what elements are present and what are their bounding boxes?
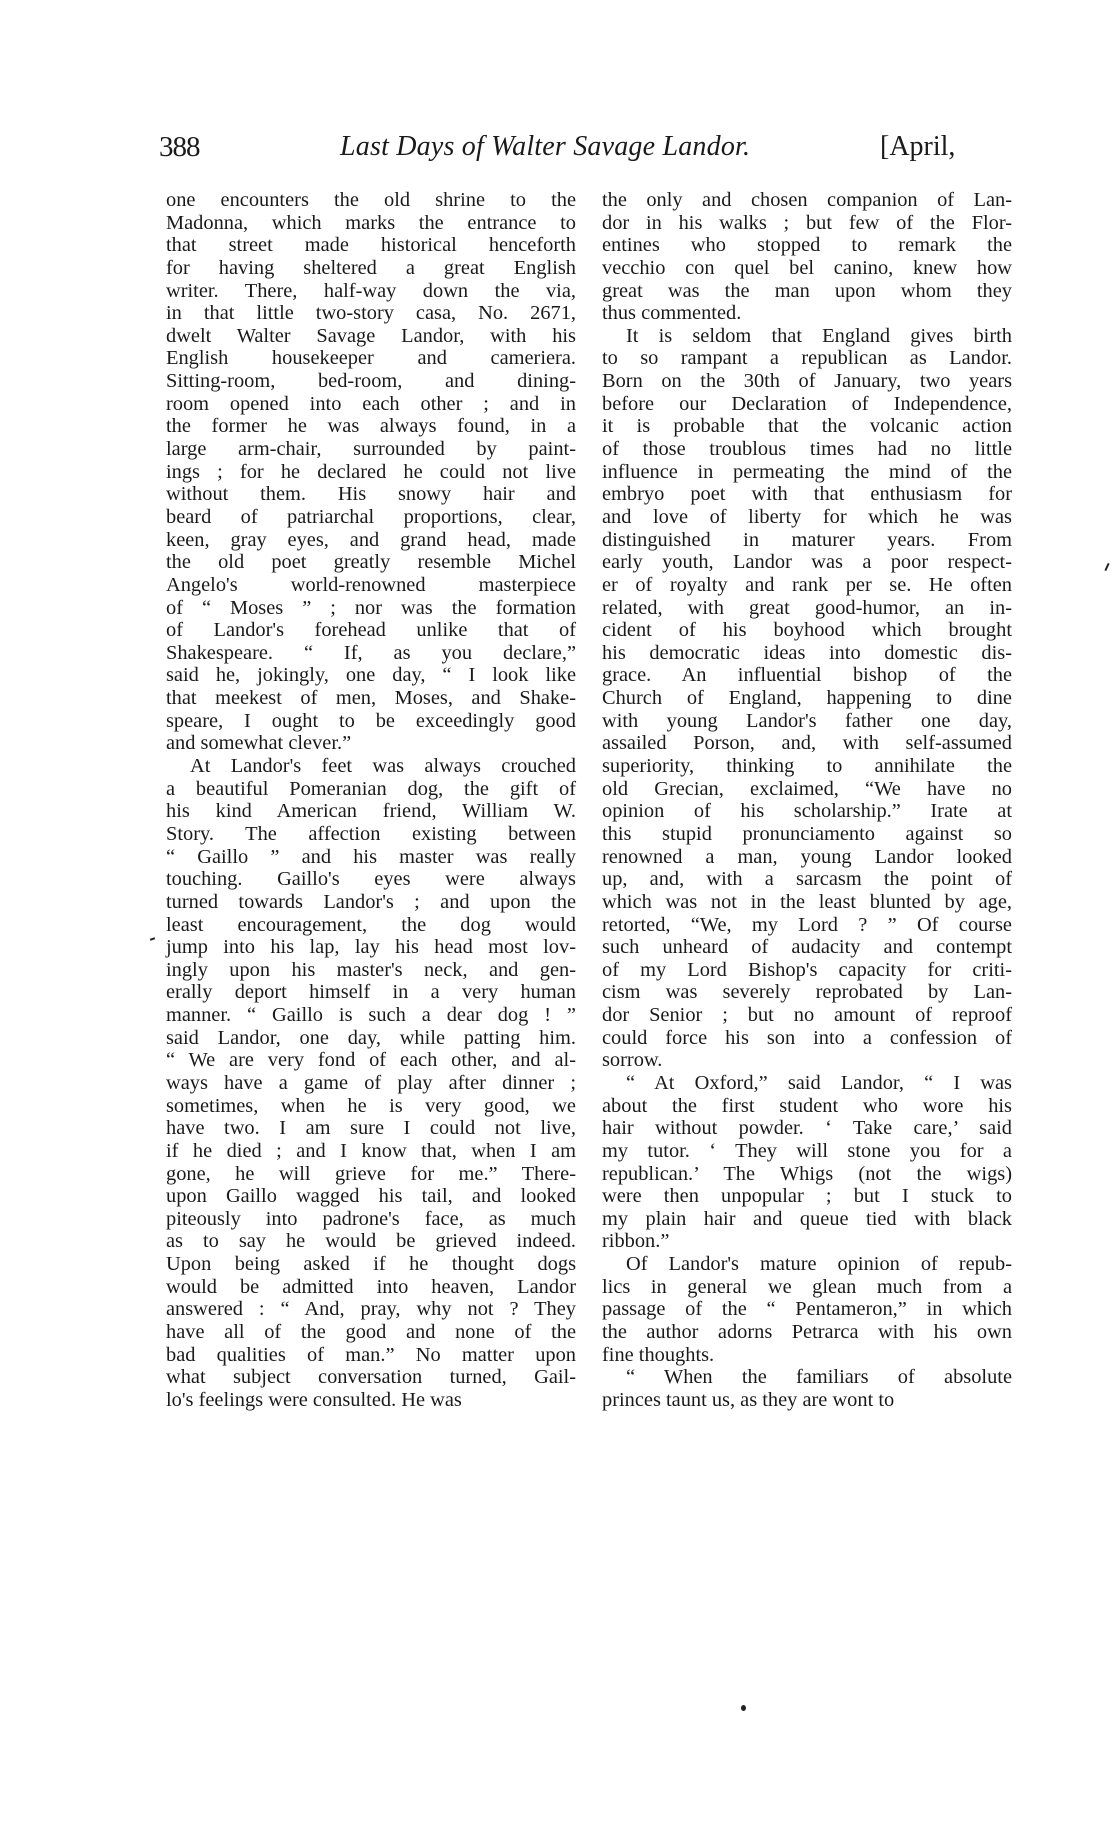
text-line: for having sheltered a great English [166,256,576,279]
text-line: it is probable that the volcanic action [602,415,1012,438]
text-line: jump into his lap, lay his head most lov- [166,936,576,959]
text-line: have all of the good and none of the [166,1321,576,1344]
text-line: keen, gray eyes, and grand head, made [166,528,576,551]
text-line: old Grecian, exclaimed, “We have no [602,777,1012,800]
text-line: before our Declaration of Independence, [602,392,1012,415]
text-line: assailed Porson, and, with self-assumed [602,732,1012,755]
text-line: which was not in the least blunted by age, [602,890,1012,913]
ink-speck [741,1705,746,1711]
text-line: large arm-chair, surrounded by paint- [166,438,576,461]
running-header [0,131,1120,171]
text-line: to so rampant a republican as Landor. [602,347,1012,370]
text-line: said Landor, one day, while patting him. [166,1026,576,1049]
text-line: Church of England, happening to dine [602,687,1012,710]
text-line: his democratic ideas into domestic dis- [602,641,1012,664]
text-line: my tutor. ‘ They will stone you for a [602,1139,1012,1162]
text-line: erally deport himself in a very human [166,981,576,1004]
text-line: princes taunt us, as they are wont to [602,1388,895,1411]
text-line: the only and chosen companion of Lan- [602,189,1012,211]
text-line: ings ; for he declared he could not live [166,460,576,483]
text-line: up, and, with a sarcasm the point of [602,868,1012,891]
text-line: gone, he will grieve for me.” There- [166,1162,576,1185]
text-line: entines who stopped to remark the [602,234,1012,257]
text-line: that street made historical henceforth [166,234,576,257]
text-line: that meekest of men, Moses, and Shake- [166,687,576,710]
text-line: “ Gaillo ” and his master was really [166,845,576,868]
text-line: retorted, “We, my Lord ? ” Of course [602,913,1012,936]
text-line: the former he was always found, in a [166,415,576,438]
text-line: would be admitted into heaven, Landor [166,1275,576,1298]
text-line: a beautiful Pomeranian dog, the gift of [166,777,576,800]
text-line: were then unpopular ; but I stuck to [602,1185,1012,1208]
text-line: in that little two-story casa, No. 2671, [166,302,576,325]
text-line: beard of patriarchal proportions, clear, [166,505,576,528]
text-line: fine thoughts. [602,1343,715,1366]
text-line: one encounters the old shrine to the [166,189,576,211]
text-line: what subject conversation turned, Gail- [166,1366,576,1389]
text-line: distinguished in maturer years. From [602,528,1012,551]
text-line: related, with great good-humor, an in- [602,596,1012,619]
text-line: lo's feelings were consulted. He was [166,1388,462,1411]
text-line: writer. There, half-way down the via, [166,279,576,302]
text-line: manner. “ Gaillo is such a dear dog ! ” [166,1004,576,1027]
text-line: Story. The affection existing between [166,822,576,845]
running-date: [April, [880,131,956,162]
text-line: piteously into padrone's face, as much [166,1207,576,1230]
text-line: Madonna, which marks the entrance to [166,211,576,234]
text-line: ribbon.” [602,1230,670,1253]
text-line: ingly upon his master's neck, and gen- [166,958,576,981]
text-line: renowned a man, young Landor looked [602,845,1012,868]
text-line: sorrow. [602,1049,663,1072]
text-line: and love of liberty for which he was [602,505,1012,528]
text-line: with young Landor's father one day, [602,709,1012,732]
text-line: Upon being asked if he thought dogs [166,1253,576,1276]
ink-speck [150,937,155,941]
text-line: hair without powder. ‘ Take care,’ said [602,1117,1012,1140]
text-line: my plain hair and queue tied with black [602,1207,1012,1230]
text-line: It is seldom that England gives birth [626,324,1012,347]
left-column [166,189,576,1412]
text-line: lics in general we glean much from a [602,1275,1012,1298]
text-line: cident of his boyhood which brought [602,619,1012,642]
text-line: upon Gaillo wagged his tail, and looked [166,1185,576,1208]
text-line: answered : “ And, pray, why not ? They [166,1298,576,1321]
text-line: Of Landor's mature opinion of repub- [626,1253,1012,1276]
text-line: if he died ; and I know that, when I am [166,1139,576,1162]
text-line: thus commented. [602,302,742,325]
text-line: Shakespeare. “ If, as you declare,” [166,641,576,664]
text-line: such unheard of audacity and contempt [602,936,1012,959]
text-line: could force his son into a confession of [602,1026,1012,1049]
text-line: grace. An influential bishop of the [602,664,1012,687]
text-line: of Landor's forehead unlike that of [166,619,576,642]
text-line: of my Lord Bishop's capacity for criti- [602,958,1012,981]
text-line: speare, I ought to be exceedingly good [166,709,576,732]
text-line: have two. I am sure I could not live, [166,1117,576,1140]
text-line: English housekeeper and cameriera. [166,347,576,370]
text-line: the old poet greatly resemble Michel [166,551,576,574]
text-line: turned towards Landor's ; and upon the [166,890,576,913]
text-line: At Landor's feet was always crouched [190,755,576,778]
text-line: without them. His snowy hair and [166,483,576,506]
text-line: great was the man upon whom they [602,279,1012,302]
text-line: vecchio con quel bel canino, knew how [602,256,1012,279]
text-line: room opened into each other ; and in [166,392,576,415]
text-line: “ When the familiars of absolute [626,1366,1012,1389]
text-line: republican.’ The Whigs (not the wigs) [602,1162,1012,1185]
text-line: dwelt Walter Savage Landor, with his [166,324,576,347]
text-line: his kind American friend, William W. [166,800,576,823]
text-line: cism was severely reprobated by Lan- [602,981,1012,1004]
text-line: superiority, thinking to annihilate the [602,755,1012,778]
text-line: influence in permeating the mind of the [602,460,1012,483]
text-line: er of royalty and rank per se. He often [602,573,1012,596]
text-line: opinion of his scholarship.” Irate at [602,800,1012,823]
text-line: Sitting-room, bed-room, and dining- [166,370,576,393]
text-line: early youth, Landor was a poor respect- [602,551,1012,574]
text-line: sometimes, when he is very good, we [166,1094,576,1117]
text-line: least encouragement, the dog would [166,913,576,936]
text-line: embryo poet with that enthusiasm for [602,483,1012,506]
text-line: touching. Gaillo's eyes were always [166,868,576,891]
text-line: said he, jokingly, one day, “ I look like [166,664,576,687]
text-line: dor Senior ; but no amount of reproof [602,1004,1012,1027]
text-line: Angelo's world-renowned masterpiece [166,573,576,596]
text-line: bad qualities of man.” No matter upon [166,1343,576,1366]
text-line: ways have a game of play after dinner ; [166,1071,576,1094]
text-line: passage of the “ Pentameron,” in which [602,1298,1012,1321]
text-line: of those troublous times had no little [602,438,1012,461]
right-column [602,189,1012,1412]
page-number: 388 [159,131,200,163]
text-line: the author adorns Petrarca with his own [602,1321,1012,1344]
text-line: “ At Oxford,” said Landor, “ I was [626,1071,1012,1094]
text-line: “ We are very fond of each other, and al- [166,1049,576,1072]
running-title: Last Days of Walter Savage Landor. [340,131,751,162]
text-line: dor in his walks ; but few of the Flor- [602,211,1012,234]
text-line: as to say he would be grieved indeed. [166,1230,576,1253]
text-line: and somewhat clever.” [166,732,352,755]
text-line: of “ Moses ” ; nor was the formation [166,596,576,619]
ink-speck [1104,563,1109,571]
text-line: about the first student who wore his [602,1094,1012,1117]
text-line: this stupid pronunciamento against so [602,822,1012,845]
text-line: Born on the 30th of January, two years [602,370,1012,393]
